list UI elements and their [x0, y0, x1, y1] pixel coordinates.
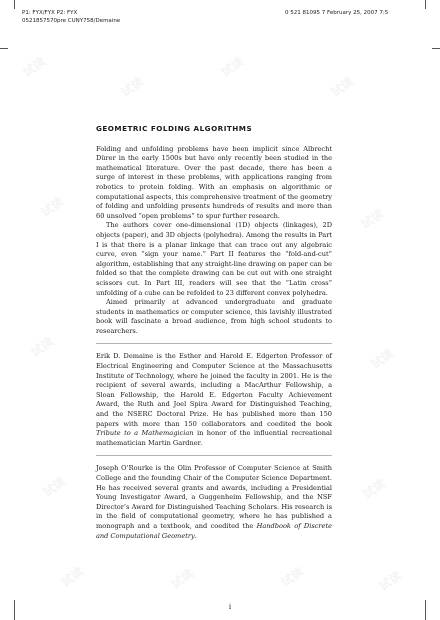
page-number: i — [228, 603, 232, 611]
watermark: 试读 — [368, 346, 397, 372]
header-left — [22, 9, 120, 25]
description-paragraph: Folding and unfolding problems have been implicit since Albrecht Dürer in the early 1500s but have only recently been studied in the mathematical literature. Over the past decade, there has been a surge of interest in these problems, with applications ranging from robotics to protein folding. With an emphasis on algorithmic or computational aspects, this comprehensive treatment of the geometry of folding and unfolding presents hundreds of results and more than 60 unsolved “open problems” to spur further research. — [96, 144, 332, 220]
header-right — [285, 9, 388, 17]
crop-mark — [425, 600, 426, 620]
crop-mark — [432, 48, 440, 49]
author-bio-demaine — [96, 352, 332, 448]
page-title: GEOMETRIC FOLDING ALGORITHMS — [96, 124, 253, 133]
watermark: 试读 — [20, 54, 49, 80]
description-paragraph: Aimed primarily at advanced undergraduate and graduate students in mathematics or computer science, this lavishly illustrated book will fascinate a broad audience, from high school students to researchers. — [96, 298, 332, 335]
author-bio-orourke — [96, 464, 332, 541]
header-right-line: 0 521 81095 7 February 25, 2007 7:5 — [285, 10, 389, 16]
watermark: 试读 — [38, 194, 67, 220]
watermark: 试读 — [328, 74, 357, 100]
book-title: Tribute to a Mathemagician — [96, 429, 194, 438]
divider — [96, 343, 332, 344]
header-left-line1: P1: FYX/FYX P2: FYX — [22, 10, 78, 16]
watermark: 试读 — [40, 474, 69, 500]
description-paragraph: The authors cover one-dimensional (1D) objects (linkages), 2D objects (paper), and 3D objects (polyhedra). Among the results in Part I is that there is a planar linkage that can trace out any algebraic curve, even “sign your name.” Part II features the “fold-and-cut” algorithm, establishing that any straight-line drawing on paper can be folded so that the complete drawing can be cut out with one straight scissors cut. In Part III, readers will see that the “Latin cross” unfolding of a cube can be refolded to 23 different convex polyhedra. — [96, 221, 332, 297]
crop-mark — [425, 0, 426, 9]
crop-mark — [14, 600, 15, 620]
bio-text: Erik D. Demaine is the Esther and Harold E. Edgerton Professor of Electrical Engineering and Computer Science at the Massachusetts Institute of Technology, where he joined the faculty in 2001. He is the recipient of several awards, including a MacArthur Fellowship, a Sloan Fellowship, the Harold E. Edgerton Faculty Achievement Award, the Ruth and Joel Spira Award for Distinguished Teaching, and the NSERC Doctoral Prize. He has published more than 150 papers with more than 150 collaborators and coedited the book — [96, 352, 332, 428]
divider — [96, 455, 332, 456]
header-left-line2: 0521857570pre CUNY758/Demaine — [22, 18, 121, 24]
bio-text: . — [194, 531, 197, 540]
watermark: 试读 — [358, 206, 387, 232]
bio-text: in honor of the influential recreational mathematician Martin Gardner. — [96, 429, 333, 447]
watermark: 试读 — [58, 564, 87, 590]
crop-mark — [14, 0, 15, 9]
text-block — [96, 124, 332, 541]
watermark: 试读 — [360, 476, 389, 502]
watermark: 试读 — [218, 54, 247, 80]
watermark: 试读 — [28, 334, 57, 360]
bio-text: Joseph O’Rourke is the Olin Professor of Computer Science at Smith College and the founding Chair of the Computer Science Department. He has received several grants and awards, including a Presidential Young Investigator Award, a Guggenheim Fellowship, and the NSF Director’s Award for Distinguished Teaching Scholars. His research is in the field of computational geometry, where he has published a monograph and a textbook, and coedited the — [96, 464, 332, 530]
crop-mark — [0, 48, 8, 49]
watermark: 试读 — [168, 566, 197, 592]
watermark: 试读 — [118, 74, 147, 100]
watermark: 试读 — [278, 564, 307, 590]
watermark: 试读 — [376, 568, 405, 594]
book-title: Handbook of Discrete and Computational Geometry — [96, 521, 332, 540]
